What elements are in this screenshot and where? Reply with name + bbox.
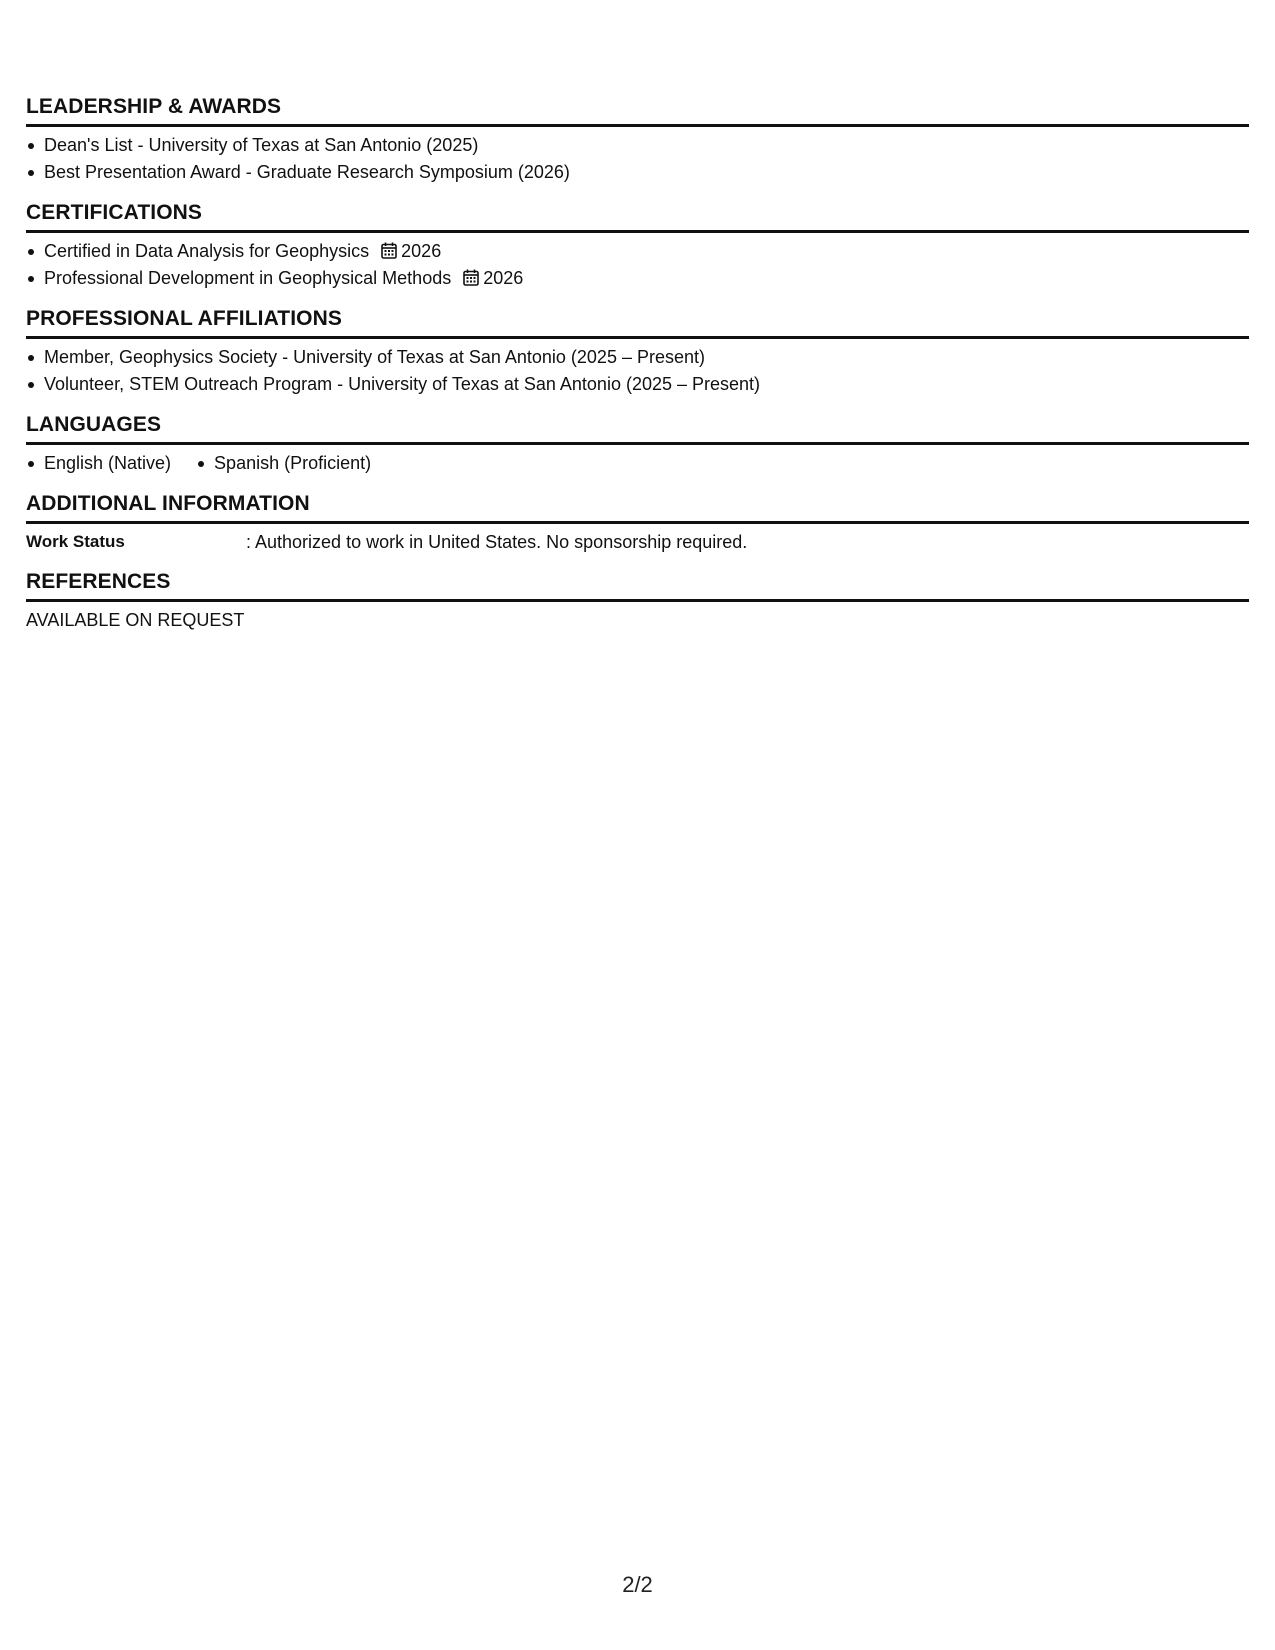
affiliations-section (26, 306, 1249, 398)
awards-list (26, 132, 1249, 186)
languages-list (26, 450, 1249, 477)
additional-info-section (26, 491, 1249, 555)
calendar-icon (381, 242, 397, 259)
certifications-list (26, 238, 1249, 292)
certifications-section (26, 200, 1249, 292)
list-item: Best Presentation Award - Graduate Research Symposium (2026) (26, 159, 1249, 186)
section-title: LANGUAGES (26, 412, 1249, 445)
list-item (26, 238, 1249, 265)
section-title: PROFESSIONAL AFFILIATIONS (26, 306, 1249, 339)
certification-name: Certified in Data Analysis for Geophysics (44, 241, 370, 261)
work-status-row (26, 529, 1249, 555)
work-status-value: : Authorized to work in United States. No sponsorship required. (246, 532, 748, 552)
work-status-label: Work Status (26, 532, 125, 551)
certification-year: 2026 (401, 241, 442, 261)
list-item: Volunteer, STEM Outreach Program - University of Texas at San Antonio (2025 – Present) (26, 371, 1249, 398)
affiliations-list (26, 344, 1249, 398)
list-item: English (Native) (26, 450, 171, 477)
references-text: AVAILABLE ON REQUEST (26, 610, 245, 630)
list-item: Member, Geophysics Society - University of Texas at San Antonio (2025 – Present) (26, 344, 1249, 371)
page-number: 2/2 (622, 1572, 653, 1597)
languages-section (26, 412, 1249, 477)
leadership-awards-section (26, 94, 1249, 186)
section-title: LEADERSHIP & AWARDS (26, 94, 1249, 127)
calendar-icon (463, 269, 479, 286)
list-item (26, 265, 1249, 292)
certification-name: Professional Development in Geophysical Methods (44, 268, 452, 288)
section-title: CERTIFICATIONS (26, 200, 1249, 233)
section-title: ADDITIONAL INFORMATION (26, 491, 1249, 524)
list-item: Dean's List - University of Texas at San Antonio (2025) (26, 132, 1249, 159)
resume-page (26, 94, 1249, 647)
section-title: REFERENCES (26, 569, 1249, 602)
certification-year: 2026 (483, 268, 524, 288)
references-section (26, 569, 1249, 633)
list-item: Spanish (Proficient) (196, 450, 371, 477)
